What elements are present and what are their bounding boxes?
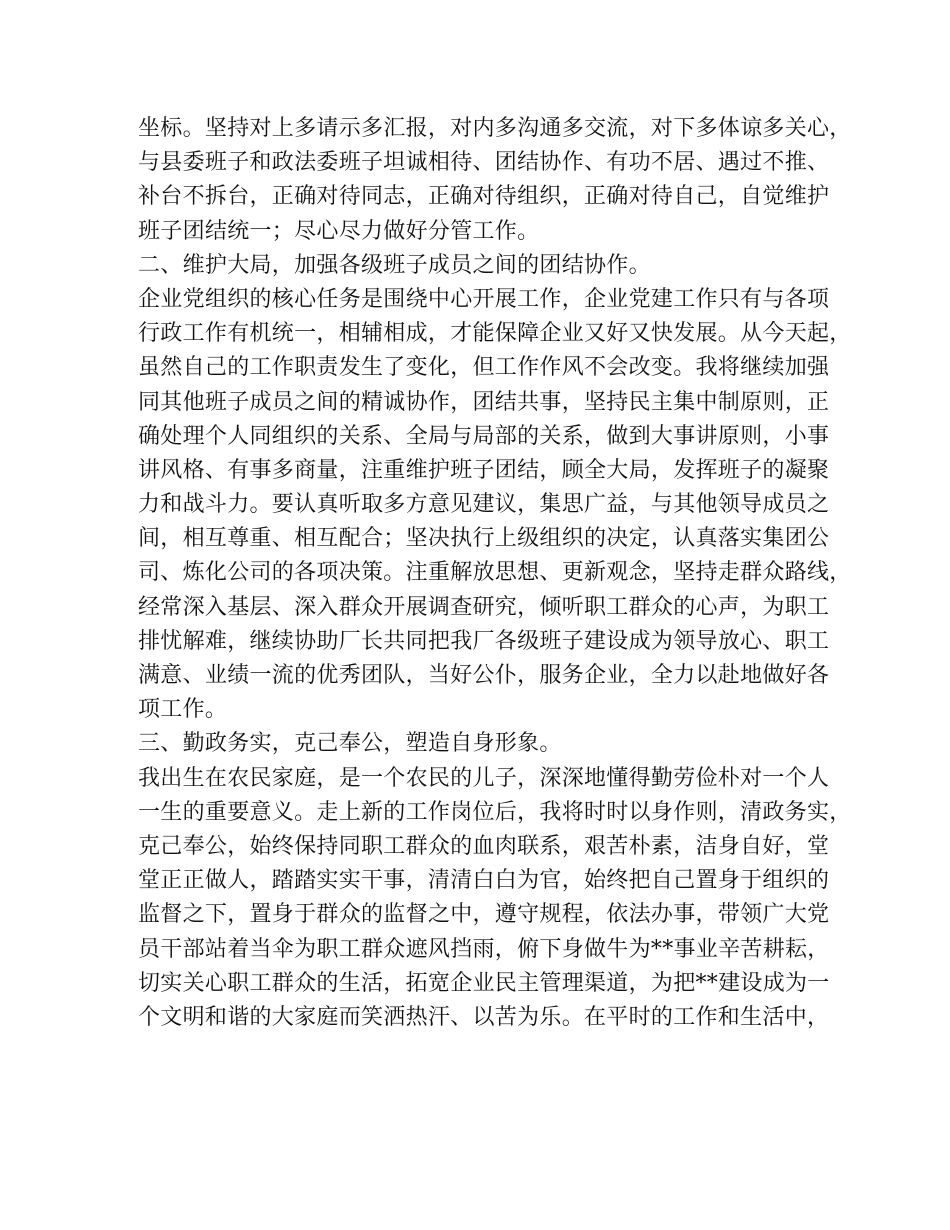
text-line: 克己奉公，始终保持同职工群众的血肉联系，艰苦朴素，洁身自好，堂 (138, 833, 830, 859)
document-body (138, 112, 852, 1035)
text-line: 间，相互尊重、相互配合；坚决执行上级组织的决定，认真落实集团公 (138, 526, 830, 552)
text-line: 企业党组织的核心任务是围绕中心开展工作，企业党建工作只有与各项 (138, 286, 830, 312)
text-line: 班子团结统一；尽心尽力做好分管工作。 (138, 218, 540, 244)
section-heading: 二、维护大局，加强各级班子成员之间的团结协作。 (138, 252, 651, 278)
text-line: 员干部站着当伞为职工群众遮风挡雨，俯下身做牛为**事业辛苦耕耘， (138, 936, 830, 962)
text-line: 堂正正做人，踏踏实实干事，清清白白为官，始终把自己置身于组织的 (138, 868, 830, 894)
text-line: 与县委班子和政法委班子坦诚相待、团结协作、有功不居、遇过不推、 (138, 150, 830, 176)
text-line: 虽然自己的工作职责发生了变化，但工作作风不会改变。我将继续加强 (138, 355, 830, 381)
text-line: 坐标。坚持对上多请示多汇报，对内多沟通多交流，对下多体谅多关心， (138, 116, 852, 141)
text-line: 监督之下，置身于群众的监督之中，遵守规程，依法办事，带领广大党 (138, 902, 830, 928)
text-line: 补台不拆台，正确对待同志，正确对待组织，正确对待自己，自觉维护 (138, 184, 830, 210)
text-line: 同其他班子成员之间的精诚协作，团结共事，坚持民主集中制原则，正 (138, 389, 830, 415)
text-line: 项工作。 (138, 697, 228, 723)
text-line: 我出生在农民家庭，是一个农民的儿子，深深地懂得勤劳俭朴对一个人 (138, 765, 830, 791)
text-line: 一生的重要意义。走上新的工作岗位后，我将时时以身作则，清政务实， (138, 799, 852, 825)
text-line: 行政工作有机统一，相辅相成，才能保障企业又好又快发展。从今天起， (138, 321, 852, 347)
text-line: 切实关心职工群众的生活，拓宽企业民主管理渠道，为把**建设成为一 (138, 970, 830, 996)
text-line: 力和战斗力。要认真听取多方意见建议，集思广益，与其他领导成员之 (138, 492, 830, 518)
text-line: 司、炼化公司的各项决策。注重解放思想、更新观念，坚持走群众路线， (138, 560, 852, 586)
text-line: 排忧解难，继续协助厂长共同把我厂各级班子建设成为领导放心、职工 (138, 628, 830, 654)
text-line: 经常深入基层、深入群众开展调查研究，倾听职工群众的心声，为职工 (138, 594, 830, 620)
text-line: 满意、业绩一流的优秀团队，当好公仆，服务企业，全力以赴地做好各 (138, 663, 830, 688)
text-line: 确处理个人同组织的关系、全局与局部的关系，做到大事讲原则，小事 (138, 423, 830, 449)
section-heading: 三、勤政务实，克己奉公，塑造自身形象。 (138, 731, 562, 757)
text-line: 讲风格、有事多商量，注重维护班子团结，顾全大局，发挥班子的凝聚 (138, 457, 830, 483)
text-line: 个文明和谐的大家庭而笑洒热汗、以苦为乐。在平时的工作和生活中， (138, 1004, 830, 1030)
